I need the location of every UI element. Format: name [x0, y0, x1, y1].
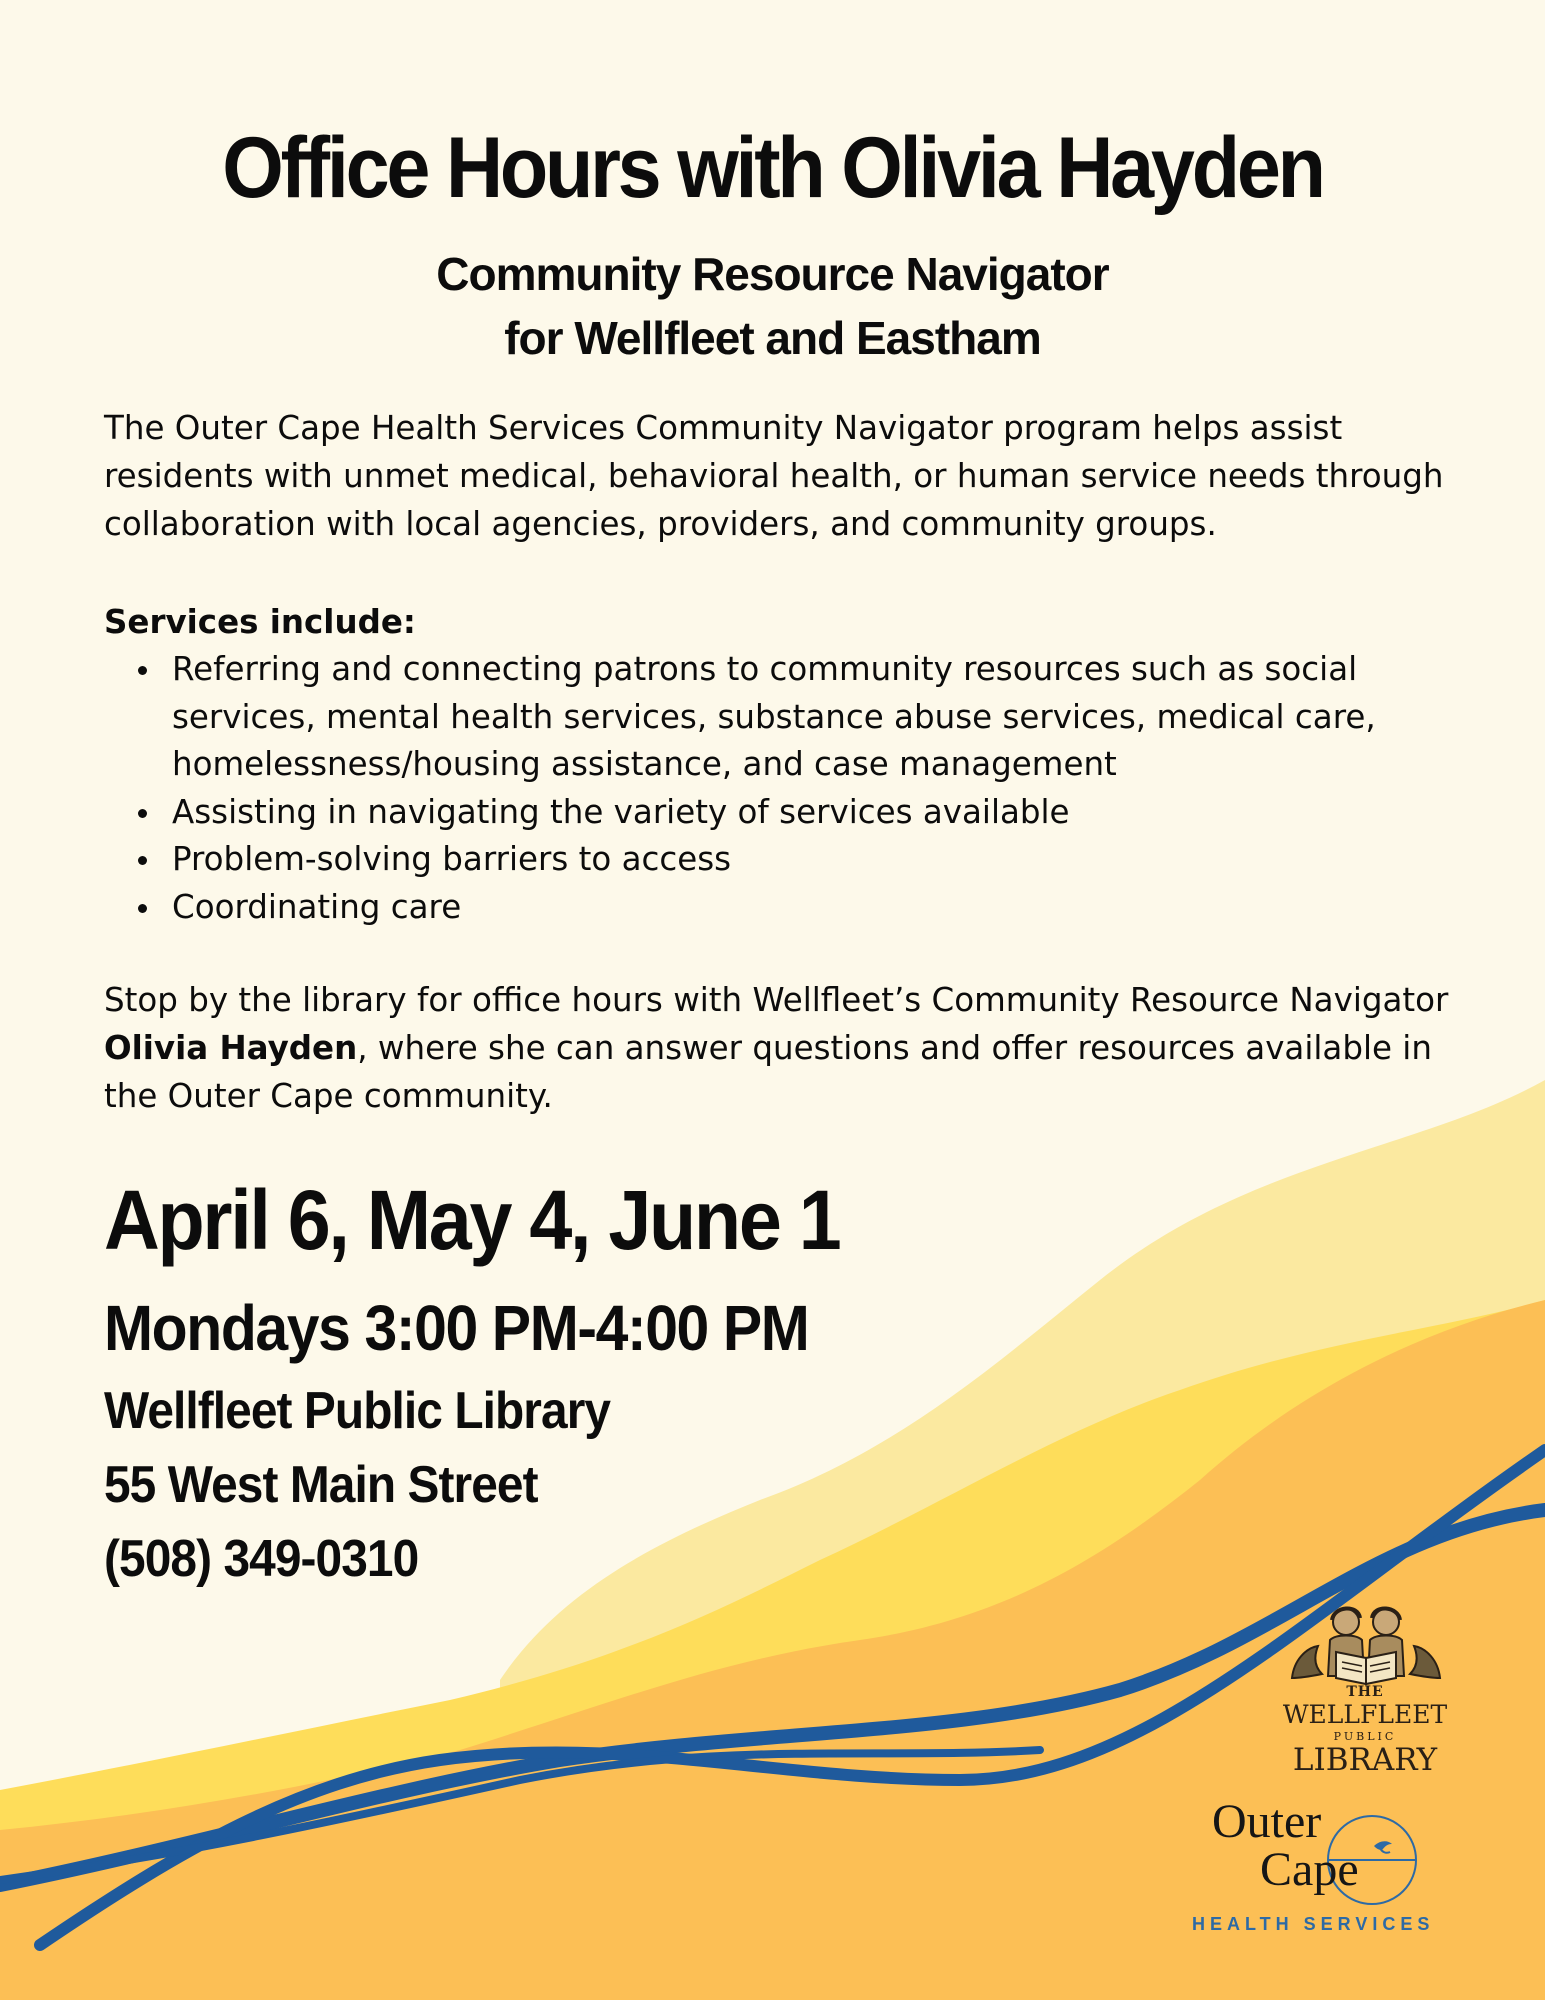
subtitle-area: for Wellfleet and Eastham: [504, 312, 1041, 364]
list-item: [104, 836, 1504, 884]
list-item: [104, 646, 1504, 789]
library-logo: [1270, 1600, 1460, 1780]
bullet-icon: [138, 666, 147, 675]
library-logo-library: LIBRARY: [1292, 1742, 1438, 1778]
intro-paragraph: The Outer Cape Health Services Community Navigator program helps assist residents with unmet medical, behavioral health, or human service needs through collaboration with local agencies, providers, and community groups.: [104, 409, 1444, 543]
library-logo-name: WELLFLEET: [1282, 1700, 1448, 1729]
health-logo-outer: Outer: [1212, 1795, 1322, 1848]
event-phone: (508) 349-0310: [104, 1530, 419, 1588]
list-item-text: Problem-solving barriers to access: [172, 840, 732, 878]
list-item: [104, 884, 1504, 932]
bullet-icon: [138, 904, 147, 913]
bullet-icon: [138, 856, 147, 865]
flyer-title: Office Hours with Olivia Hayden: [222, 120, 1323, 216]
stopby-after: , where she can answer questions and offer resources available in the Outer Cape community.: [104, 1029, 1432, 1115]
event-venue: Wellfleet Public Library: [104, 1382, 611, 1440]
subtitle-role: Community Resource Navigator: [436, 248, 1109, 300]
library-logo-public: PUBLIC: [1333, 1730, 1397, 1743]
stopby-before: Stop by the library for office hours with Wellfleet’s Community Resource Navigator: [104, 981, 1449, 1019]
navigator-name: Olivia Hayden: [104, 1029, 358, 1067]
event-address: 55 West Main Street: [104, 1456, 538, 1514]
bullet-icon: [138, 809, 147, 818]
services-heading: Services include:: [104, 603, 416, 641]
list-item-text: Coordinating care: [172, 887, 462, 926]
services-list: [104, 646, 1504, 931]
event-time: Mondays 3:00 PM-4:00 PM: [104, 1292, 809, 1364]
list-item-text: Referring and connecting patrons to community resources such as social services, mental health services, substance abuse services, medical care, homelessness/housing assistance, and case management: [172, 650, 1376, 783]
list-item: [104, 789, 1504, 837]
health-services-logo: [1180, 1790, 1480, 1940]
library-logo-the: THE: [1346, 1684, 1384, 1700]
health-logo-cape: Cape: [1260, 1843, 1359, 1896]
list-item-text: Assisting in navigating the variety of services available: [172, 792, 1070, 831]
health-logo-subtitle: HEALTH SERVICES: [1192, 1914, 1435, 1934]
library-logo-art: [1284, 1600, 1448, 1692]
event-dates: April 6, May 4, June 1: [104, 1173, 840, 1267]
stopby-paragraph: [104, 976, 1484, 1120]
